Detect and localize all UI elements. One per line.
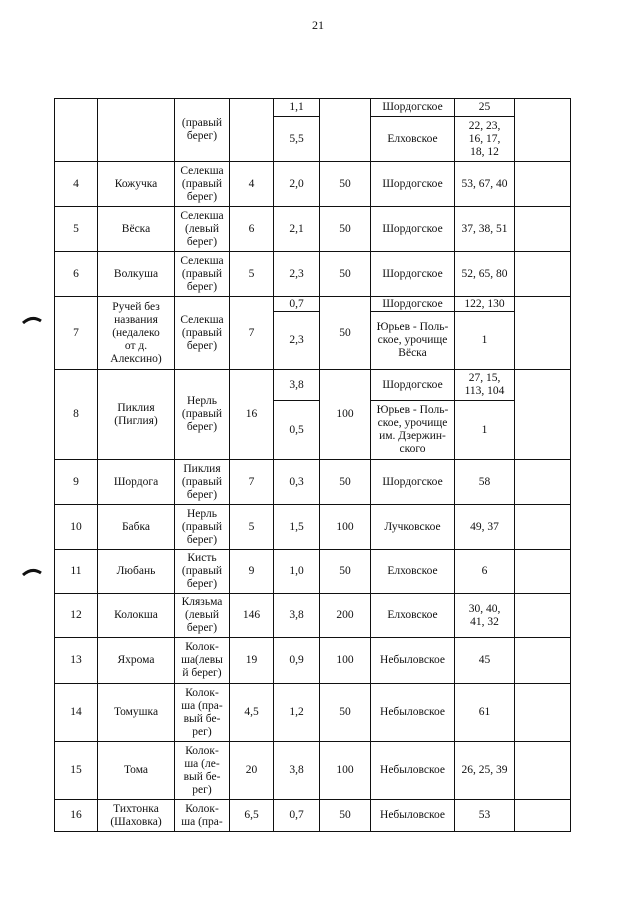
river-name-cell: Яхрома bbox=[98, 638, 175, 684]
river-name-cell: Вёска bbox=[98, 207, 175, 252]
zone-width-cell: 50 bbox=[320, 252, 371, 297]
mouth-cell: Кисть (правый берег) bbox=[175, 550, 230, 594]
distance-cell: 1,2 bbox=[274, 684, 320, 742]
row-number-cell: 5 bbox=[55, 207, 98, 252]
zone-width-cell: 200 bbox=[320, 594, 371, 638]
site-numbers-cell: 53, 67, 40 bbox=[455, 162, 515, 207]
distance-cell: 2,1 bbox=[274, 207, 320, 252]
settlement-cell: Шордогское bbox=[371, 370, 455, 401]
mouth-cell: (правый берег) bbox=[175, 99, 230, 162]
empty-notes-cell bbox=[515, 162, 571, 207]
site-numbers-cell: 49, 37 bbox=[455, 505, 515, 550]
river-name-cell bbox=[98, 99, 175, 162]
distance-cell bbox=[274, 297, 320, 312]
river-name-cell: Волкуша bbox=[98, 252, 175, 297]
empty-notes-cell bbox=[515, 460, 571, 505]
distance-cell: 5,5 bbox=[274, 117, 320, 162]
distance-cell: 0,5 bbox=[274, 401, 320, 460]
table-row bbox=[55, 252, 571, 297]
row-number-cell: 10 bbox=[55, 505, 98, 550]
row-number-cell: 13 bbox=[55, 638, 98, 684]
length-cell: 16 bbox=[230, 370, 274, 460]
site-numbers-cell: 37, 38, 51 bbox=[455, 207, 515, 252]
settlement-cell: Лучковское bbox=[371, 505, 455, 550]
table-body bbox=[55, 99, 571, 832]
river-name-cell: Любань bbox=[98, 550, 175, 594]
length-cell: 7 bbox=[230, 297, 274, 370]
settlement-cell: Шордогское bbox=[371, 99, 455, 117]
zone-width-cell: 50 bbox=[320, 800, 371, 832]
zone-width-cell: 100 bbox=[320, 505, 371, 550]
site-numbers-cell: 45 bbox=[455, 638, 515, 684]
empty-notes-cell bbox=[515, 684, 571, 742]
settlement-cell: Елховское bbox=[371, 594, 455, 638]
distance-cell: 2,0 bbox=[274, 162, 320, 207]
length-cell: 4,5 bbox=[230, 684, 274, 742]
row-number-cell bbox=[55, 99, 98, 162]
settlement-cell: Шордогское bbox=[371, 297, 455, 312]
distance-cell: 0,9 bbox=[274, 638, 320, 684]
row-number-cell: 9 bbox=[55, 460, 98, 505]
table-row bbox=[55, 99, 571, 117]
site-numbers-cell: 26, 25, 39 bbox=[455, 742, 515, 800]
table-row bbox=[55, 594, 571, 638]
settlement-cell: Небыловское bbox=[371, 800, 455, 832]
river-name-cell: Шордога bbox=[98, 460, 175, 505]
zone-width-cell bbox=[320, 99, 371, 162]
distance-cell: 3,8 bbox=[274, 742, 320, 800]
row-number-cell: 6 bbox=[55, 252, 98, 297]
table-row bbox=[55, 550, 571, 594]
empty-notes-cell bbox=[515, 252, 571, 297]
mouth-cell: Селекша (правый берег) bbox=[175, 297, 230, 370]
distance-cell: 0,3 bbox=[274, 460, 320, 505]
site-numbers-cell: 6 bbox=[455, 550, 515, 594]
mouth-cell: Селекша (левый берег) bbox=[175, 207, 230, 252]
row-number-cell: 15 bbox=[55, 742, 98, 800]
mouth-cell: Колок- ша (ле- вый бе- рег) bbox=[175, 742, 230, 800]
table-row bbox=[55, 638, 571, 684]
site-numbers-cell: 52, 65, 80 bbox=[455, 252, 515, 297]
margin-mark-upper bbox=[22, 314, 42, 324]
settlement-cell: Небыловское bbox=[371, 638, 455, 684]
river-name-cell: Тома bbox=[98, 742, 175, 800]
distance-cell: 1,0 bbox=[274, 550, 320, 594]
length-cell bbox=[230, 99, 274, 162]
settlement-cell: Елховское bbox=[371, 550, 455, 594]
mouth-cell: Клязьма (левый берег) bbox=[175, 594, 230, 638]
length-cell: 6 bbox=[230, 207, 274, 252]
empty-notes-cell bbox=[515, 594, 571, 638]
row-number-cell: 16 bbox=[55, 800, 98, 832]
distance-cell: 2,3 bbox=[274, 252, 320, 297]
length-cell: 5 bbox=[230, 252, 274, 297]
settlement-cell: Шордогское bbox=[371, 207, 455, 252]
length-cell: 5 bbox=[230, 505, 274, 550]
length-cell: 9 bbox=[230, 550, 274, 594]
settlement-cell: Шордогское bbox=[371, 162, 455, 207]
site-numbers-cell: 122, 130 bbox=[455, 297, 515, 312]
row-number-cell: 11 bbox=[55, 550, 98, 594]
zone-width-cell: 100 bbox=[320, 638, 371, 684]
empty-notes-cell bbox=[515, 207, 571, 252]
site-numbers-cell: 30, 40, 41, 32 bbox=[455, 594, 515, 638]
row-number-cell: 7 bbox=[55, 297, 98, 370]
distance-cell: 3,8 bbox=[274, 370, 320, 401]
river-name-cell: Ручей без названия (недалеко от д. Алексино) bbox=[98, 297, 175, 370]
water-protection-table bbox=[54, 98, 571, 832]
mouth-cell: Нерль (правый берег) bbox=[175, 505, 230, 550]
distance-cell bbox=[274, 99, 320, 117]
site-numbers-cell: 58 bbox=[455, 460, 515, 505]
settlement-cell: Елховское bbox=[371, 117, 455, 162]
distance-cell: 3,8 bbox=[274, 594, 320, 638]
mouth-cell: Пиклия (правый берег) bbox=[175, 460, 230, 505]
table-row bbox=[55, 297, 571, 312]
empty-notes-cell bbox=[515, 99, 571, 162]
table-row bbox=[55, 370, 571, 401]
table-row bbox=[55, 207, 571, 252]
empty-notes-cell bbox=[515, 505, 571, 550]
table-row bbox=[55, 800, 571, 832]
settlement-cell: Небыловское bbox=[371, 684, 455, 742]
row-number-cell: 12 bbox=[55, 594, 98, 638]
site-numbers-cell: 22, 23, 16, 17, 18, 12 bbox=[455, 117, 515, 162]
mouth-cell: Селекша (правый берег) bbox=[175, 162, 230, 207]
river-name-cell: Кожучка bbox=[98, 162, 175, 207]
distance-value: 1,1 bbox=[289, 101, 304, 113]
table-row bbox=[55, 460, 571, 505]
table-row bbox=[55, 162, 571, 207]
river-name-cell: Тихтонка (Шаховка) bbox=[98, 800, 175, 832]
river-name-cell: Колокша bbox=[98, 594, 175, 638]
settlement-cell: Шордогское bbox=[371, 460, 455, 505]
site-numbers-cell: 1 bbox=[455, 312, 515, 370]
empty-notes-cell bbox=[515, 742, 571, 800]
site-numbers-cell: 61 bbox=[455, 684, 515, 742]
empty-notes-cell bbox=[515, 638, 571, 684]
table-row bbox=[55, 505, 571, 550]
margin-mark-lower bbox=[22, 566, 42, 576]
zone-width-cell: 100 bbox=[320, 370, 371, 460]
empty-notes-cell bbox=[515, 800, 571, 832]
zone-width-cell: 100 bbox=[320, 742, 371, 800]
zone-width-cell: 50 bbox=[320, 684, 371, 742]
zone-width-cell: 50 bbox=[320, 550, 371, 594]
distance-cell: 0,7 bbox=[274, 800, 320, 832]
zone-width-cell: 50 bbox=[320, 207, 371, 252]
row-number-cell: 4 bbox=[55, 162, 98, 207]
row-number-cell: 14 bbox=[55, 684, 98, 742]
river-name-cell: Бабка bbox=[98, 505, 175, 550]
settlement-cell: Юрьев - Поль- ское, урочище им. Дзержин- ского bbox=[371, 401, 455, 460]
site-numbers-cell: 1 bbox=[455, 401, 515, 460]
mouth-cell: Нерль (правый берег) bbox=[175, 370, 230, 460]
table-row bbox=[55, 684, 571, 742]
site-numbers-cell: 27, 15, 113, 104 bbox=[455, 370, 515, 401]
river-name-cell: Томушка bbox=[98, 684, 175, 742]
empty-notes-cell bbox=[515, 297, 571, 370]
length-cell: 146 bbox=[230, 594, 274, 638]
mouth-cell: Колок- ша (пра- bbox=[175, 800, 230, 832]
distance-value: 0,7 bbox=[289, 297, 304, 310]
page-number: 21 bbox=[312, 18, 324, 32]
site-numbers-cell: 53 bbox=[455, 800, 515, 832]
zone-width-cell: 50 bbox=[320, 162, 371, 207]
length-cell: 20 bbox=[230, 742, 274, 800]
river-name-cell: Пиклия (Пиглия) bbox=[98, 370, 175, 460]
table-row bbox=[55, 742, 571, 800]
zone-width-cell: 50 bbox=[320, 460, 371, 505]
empty-notes-cell bbox=[515, 550, 571, 594]
mouth-cell: Колок- ша (пра- вый бе- рег) bbox=[175, 684, 230, 742]
distance-cell: 2,3 bbox=[274, 312, 320, 370]
settlement-cell: Юрьев - Поль- ское, урочище Вёска bbox=[371, 312, 455, 370]
length-cell: 4 bbox=[230, 162, 274, 207]
distance-cell: 1,5 bbox=[274, 505, 320, 550]
mouth-cell: Колок- ша(левы й берег) bbox=[175, 638, 230, 684]
row-number-cell: 8 bbox=[55, 370, 98, 460]
site-numbers-cell: 25 bbox=[455, 99, 515, 117]
length-cell: 19 bbox=[230, 638, 274, 684]
empty-notes-cell bbox=[515, 370, 571, 460]
zone-width-cell: 50 bbox=[320, 297, 371, 370]
length-cell: 6,5 bbox=[230, 800, 274, 832]
settlement-cell: Шордогское bbox=[371, 252, 455, 297]
mouth-cell: Селекша (правый берег) bbox=[175, 252, 230, 297]
length-cell: 7 bbox=[230, 460, 274, 505]
settlement-cell: Небыловское bbox=[371, 742, 455, 800]
